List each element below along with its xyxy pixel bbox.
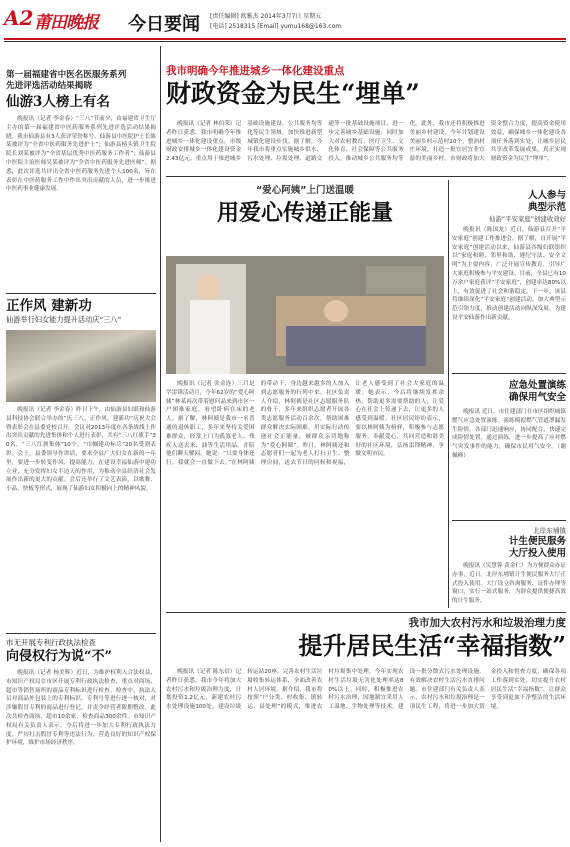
women-event-photo bbox=[6, 330, 156, 402]
left-divider-2 bbox=[6, 633, 156, 634]
left-top-body-text: 晚报讯（记者 李金春）“三八”节前夕，由福建省卫生厅主办的第一届福建省中医药服务系列先进评选活动结果揭晓，我市仙游县有3人获评荣誉称号。仙游县中医院护士长陈某被评为“全省中医药服务先进护士”；仙游县榜头镇卫生院院长刘某被评为“全省基层优秀中医药服务工作者”；仙游县中医院主治医师吴某被评为“全省中医药服务先进医师”。据悉，此次评选共评出全省中医药服务先进个人100名，旨在表彰在中医药服务工作中作出突出贡献的人员，进一步推进中医药事业健康发展。 bbox=[6, 116, 156, 193]
top-story-body bbox=[166, 120, 566, 170]
right-body1 bbox=[452, 226, 566, 360]
left-top-body bbox=[6, 115, 156, 271]
bottom-story-body-text: 晚报讯（记者 陈东信）记者昨日获悉，我市今年将加大农村污水和垃圾治理力度，计划投资1.2亿元，新建农村污水处理设施100处，建设垃圾转运站20座，完善农村生活垃圾收集转运体系，全面改善农村人居环境。据介绍，我市将按照“户分类、村收集、镇转运、县处理”的模式，推进农村垃圾集中处理，今年实现农村生活垃圾无害化处理率达80%以上。同时，积极推进农村污水治理，因地制宜采用人工湿地、生物处理等技术，建设一批分散式污水处理设施，有效解决农村生活污水直排问题。市住建部门有关负责人表示，农村污水和垃圾治理是一项民生工程，将进一步加大资金投入和督查力度，确保各项工作落到实处，切实提升农村居民生活“幸福指数”，让群众享受到更加干净整洁的生活环境。 bbox=[166, 669, 566, 711]
header-rule-thin bbox=[4, 41, 566, 42]
header-meta bbox=[210, 12, 341, 32]
feature-body-text: 晚报讯（记者 张金连）三月是学雷锋活动月，今年62岁的“爱心阿姨”林某再次带着慰问品来到市区一户困难家庭，看望卧病在床的老人。据了解，林阿姨是我市一名普通的退休职工，多年来坚持关爱困难群众，经常上门为孤寡老人、残疾人送去米、油等生活用品，并陪他们聊天解闷。她说：“只要身体还行，我就会一直做下去。”在林阿姨的带动下，身边越来越多的人加入到志愿服务的行列中来。社区负责人介绍，林阿姨是社区志愿服务队的骨干，多年来组织志愿者开展各类志愿服务活动百余次，帮助困难群众解决实际困难，用实际行动传递社会正能量，被群众亲切地称为“爱心阿姨”。昨日，林阿姨还和志愿者们一起为老人打扫卫生、整理房间，送去节日的问候和祝福，让老人感受到了社会大家庭的温暖。她表示，今后将继续发挥余热，帮助更多需要帮助的人，让爱心在社会上传递下去，让更多的人感受到温暖。社区居民纷纷表示，要以林阿姨为榜样，积极参与志愿服务，奉献爱心，共同营造和谐美好的社区环境，弘扬雷锋精神，争做文明市民。 bbox=[166, 381, 444, 467]
left-top-article bbox=[6, 70, 156, 271]
bottom-story-body bbox=[166, 668, 566, 838]
left-mid-body-text: 晚报讯（记者 李金春）昨日下午，由仙游县妇联和仙游县科技协会联合举办的“庆三八、正作风、建新功”庆祝大会暨表彰会在县委党校召开。会议对2013年度在各条战线上作出突出贡献的先进集体和个人进行表彰，共有“三八红旗手”30名，“三八红旗集体”10个，“巾帼建功标兵”20名受到表彰。会上，县委领导作讲话，要求全县广大妇女在新的一年里，要进一步转变作风，提高能力，在建设幸福仙游中建功立业，充分发挥妇女半边天的作用，为推动全县经济社会发展作出新的更大的贡献。会后还举行了文艺表演，以歌舞、小品、快板等形式，展现了仙游妇女积极向上的精神风貌。 bbox=[6, 407, 156, 493]
feature-photo bbox=[166, 256, 444, 374]
top-story bbox=[166, 64, 566, 110]
bottom-story-rule bbox=[166, 612, 566, 613]
feature-story-head bbox=[166, 180, 444, 228]
left-mid-article bbox=[6, 298, 156, 493]
left-mid-body bbox=[6, 406, 156, 586]
right-h5: 确保用气安全 bbox=[508, 392, 566, 403]
right-h6: 北岸东埔镇 bbox=[533, 527, 566, 535]
right-h2: 典型示范 bbox=[527, 202, 566, 213]
right-h1: 人人参与 bbox=[527, 190, 566, 201]
section-title: 今日要闻 bbox=[128, 14, 200, 35]
left-bottom-body bbox=[6, 669, 156, 841]
bottom-story-subtitle: 我市加大农村污水和垃圾治理力度 bbox=[408, 617, 566, 629]
left-mid-headline1: 正作风 建新功 bbox=[6, 298, 92, 314]
left-top-title2: 先进评选活动结果揭晓 bbox=[6, 81, 92, 91]
right-col-article1 bbox=[452, 190, 566, 360]
right-h7: 计生便民服务 bbox=[508, 536, 566, 547]
right-col-article2 bbox=[452, 380, 566, 508]
top-story-body-text: 晚报讯（记者 林伯荣）记者昨日获悉，我市明确今年推进城乡一体化建设重点，市级财政安排城乡一体化建设资金2.43亿元，重点用于推进城乡基础设施建设、公共服务均等化等民生领域，加快推进新型城镇化建设步伐。据了解，今年我市将重点实施城乡供水、污水处理、垃圾处理、道路交通等一批基础设施项目，进一步完善城乡基础设施；同时加大对农村教育、医疗卫生、文化体育、社会保障等公共服务投入，推动城乡公共服务均等化。此外，我市还将积极推进美丽乡村建设，今年计划建设美丽乡村示范村10个，整治村庄环境，打造一批宜居宜业宜游的美丽乡村。市财政将加大资金整合力度，提高资金使用效益，确保城乡一体化建设各项任务落到实处，让城乡居民共享改革发展成果，真正实现财政资金为民生“埋单”。 bbox=[166, 121, 566, 163]
right-h8: 大厅投入使用 bbox=[508, 548, 566, 559]
left-top-headline: 仙游3人榜上有名 bbox=[6, 94, 110, 110]
header-rule bbox=[4, 38, 566, 40]
top-story-rule bbox=[166, 176, 566, 177]
header-meta-line2: [电话] 2518315 [Email] yumu168@163.com bbox=[210, 23, 342, 30]
right-h3: 仙游“平安家庭”创建收效好 bbox=[489, 215, 566, 223]
left-bottom-body-text: 晚报讯（记者 杨美辉）近日，为维护权利人合法权益，市知识产权局在市区开展专利行政执法检查，重点对商场、超市等销售场所的商品专利标识进行检查。检查中，执法人员对商品外包装上的专利标识、专利号等进行逐一核对，对涉嫌假冒专利的商品进行登记，并责令经营者限期整改。此次共检查商场、超市10余家，检查商品300余件。市知识产权局有关负责人表示，今后将进一步加大专利行政执法力度，严厉打击假冒专利等违法行为，营造良好的知识产权保护环境，维护市场经济秩序。 bbox=[6, 670, 156, 747]
bottom-story bbox=[166, 616, 566, 662]
right-col-article3 bbox=[452, 526, 566, 606]
right-body1-text: 晚报讯（陈国龙）近日，仙游县召开“平安家庭”创建工作推进会。据了解，自开展“平安家庭”创建活动以来，仙游县各级妇联组织以“家庭和睦、邻里和谐、遵纪守法、安全文明”为主要内容，广泛开展宣传教育，引导广大家庭积极参与平安建设。目前，全县已有10万余户家庭获评“平安家庭”，创建率达80%以上，有效促进了社会和谐稳定。下一步，该县将继续深化“平安家庭”创建活动，加大典型示范引领力度，推动创建活动向纵深发展，为建设平安仙游作出新贡献。 bbox=[452, 227, 566, 321]
masthead-logo: 莆田晚报 bbox=[34, 13, 98, 33]
right-body2-text: 晚报讯 近日，市住建部门在市区组织城镇燃气应急处置演练。演练模拟燃气管道泄漏发生险情，各部门迅速响应，协同配合，快速完成险情处置。通过演练，进一步提高了应对燃气突发事件的能力，确保市民用气安全。（谢佩峰） bbox=[452, 409, 566, 459]
top-story-headline: 财政资金为民生“埋单” bbox=[166, 79, 420, 108]
left-bottom-article bbox=[6, 638, 156, 841]
left-bottom-headline: 向侵权行为说“不” bbox=[6, 649, 112, 664]
page-code: A2 bbox=[4, 6, 34, 30]
right-h4: 应急处置演练 bbox=[508, 380, 566, 391]
left-divider-1 bbox=[6, 293, 156, 294]
left-top-title1: 第一届福建省中医名医服务系列 bbox=[6, 70, 127, 80]
right-body2 bbox=[452, 408, 566, 508]
right-divider-1 bbox=[452, 373, 566, 374]
left-column-rule bbox=[160, 46, 161, 842]
right-divider-2 bbox=[452, 520, 566, 521]
right-column-rule bbox=[448, 180, 449, 608]
feature-subtitle: “爱心阿姨”上门送温暖 bbox=[256, 185, 354, 196]
top-story-subtitle: 我市明确今年推进城乡一体化建设重点 bbox=[166, 65, 345, 77]
bottom-story-headline: 提升居民生活“幸福指数” bbox=[298, 631, 566, 660]
feature-photo-scene bbox=[166, 256, 444, 374]
right-body3-text: 晚报讯（吴慧蓉 黄金仁）为方便群众办证办事，近日，北岸东埔镇计生便民服务大厅正式投入使用。大厅设立咨询服务、证件办理等窗口，实行一站式服务，为群众提供便捷高效的计生服务。 bbox=[452, 563, 566, 605]
right-body3 bbox=[452, 562, 566, 606]
feature-body bbox=[166, 380, 444, 608]
header-meta-line1: [责任编辑] 欧雅杰 2014年3月7日 星期五 bbox=[210, 13, 322, 20]
feature-headline: 用爱心传递正能量 bbox=[216, 200, 393, 226]
left-mid-headline2: 仙游举行妇女能力提升活动庆“三八” bbox=[6, 315, 122, 324]
left-bottom-title: 市无开展专利行政执法检查 bbox=[6, 638, 96, 647]
